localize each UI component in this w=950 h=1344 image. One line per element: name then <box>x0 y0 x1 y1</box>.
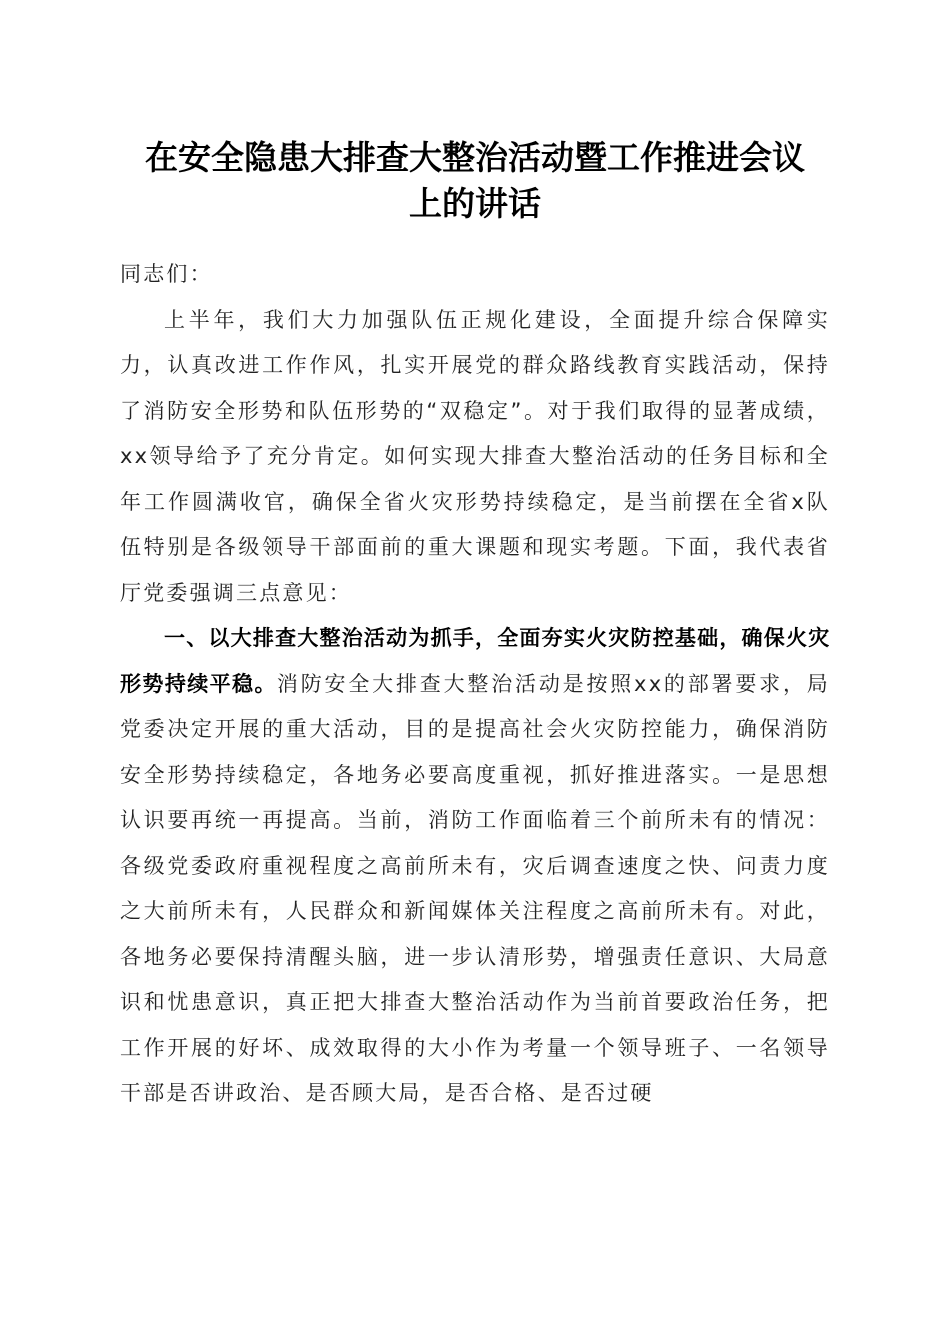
document-title <box>110 135 840 227</box>
document-body <box>120 252 830 1117</box>
paragraph-intro: 上半年，我们大力加强队伍正规化建设，全面提升综合保障实力，认真改进工作作风，扎实开展党的群众路线教育实践活动，保持了消防安全形势和队伍形势的“双稳定”。对于我们取得的显著成绩，xx领导给予了充分肯定。如何实现大排查大整治活动的任务目标和全年工作圆满收官，确保全省火灾形势持续稳定，是当前摆在全省x队伍特别是各级领导干部面前的重大课题和现实考题。下面，我代表省厅党委强调三点意见： <box>120 307 830 605</box>
salutation: 同志们： <box>120 262 213 286</box>
title-line-1: 在安全隐患大排查大整治活动暨工作推进会议 <box>145 138 805 177</box>
section-1-heading: 一、以大排查大整治活动为抓手，全面夯实火灾防控基础，确保火灾形势持续平稳。 <box>120 626 830 696</box>
title-line-2: 上的讲话 <box>409 184 541 223</box>
paragraph-section-1 <box>120 616 830 1117</box>
section-1-body: 消防安全大排查大整治活动是按照xx的部署要求，局党委决定开展的重大活动，目的是提高社会火灾防控能力，确保消防安全形势持续稳定，各地务必要高度重视，抓好推进落实。一是思想认识要再统一再提高。当前，消防工作面临着三个前所未有的情况：各级党委政府重视程度之高前所未有，灾后调查速度之快、问责力度之大前所未有，人民群众和新闻媒体关注程度之高前所未有。对此，各地务必要保持清醒头脑，进一步认清形势，增强责任意识、大局意识和忧患意识，真正把大排查大整治活动作为当前首要政治任务，把工作开展的好坏、成效取得的大小作为考量一个领导班子、一名领导干部是否讲政治、是否顾大局，是否合格、是否过硬 <box>120 671 830 1105</box>
